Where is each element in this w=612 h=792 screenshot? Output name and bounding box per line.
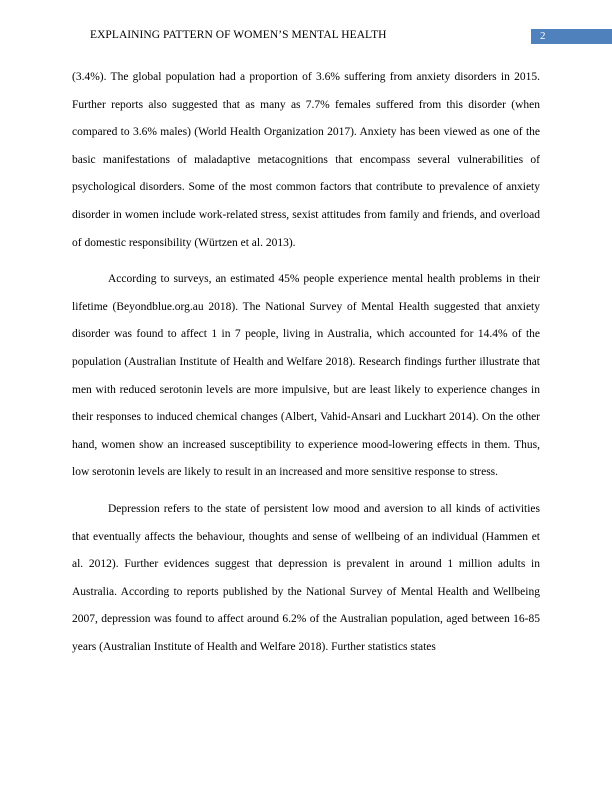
paragraph-continuation: (3.4%). The global population had a proportion of 3.6% suffering from anxiety disorders in 2015. Further reports also suggested that as many as 7.7% females suffered from this disorder (when compared to 3.6% males) (World Health Organization 2017). Anxiety has been viewed as one of the basic manifestations of maladaptive metacognitions that encompass several vulnerabilities of psychological disorders. Some of the most common factors that contribute to prevalence of anxiety disorder in women include work-related stress, sexist attitudes from family and friends, and overload of domestic responsibility (Würtzen et al. 2013). [72, 71, 540, 249]
running-head: EXPLAINING PATTERN OF WOMEN’S MENTAL HEALTH [90, 29, 387, 41]
page-number: 2 [531, 29, 612, 44]
body-text [72, 64, 540, 661]
paragraph-surveys: According to surveys, an estimated 45% people experience mental health problems in their lifetime (Beyondblue.org.au 2018). The National Survey of Mental Health suggested that anxiety disorder was found to affect 1 in 7 people, living in Australia, which accounted for 14.4% of the population (Australian Institute of Health and Welfare 2018). Research findings further illustrate that men with reduced serotonin levels are more impulsive, but are least likely to experience changes in their responses to induced chemical changes (Albert, Vahid-Ansari and Luckhart 2014). On the other hand, women show an increased susceptibility to experience mood-lowering effects in them. Thus, low serotonin levels are likely to result in an increased and more sensitive response to stress. [72, 273, 540, 479]
paragraph-depression: Depression refers to the state of persistent low mood and aversion to all kinds of activities that eventually affects the behaviour, thoughts and sense of wellbeing of an individual (Hammen et al. 2012). Further evidences suggest that depression is prevalent in around 1 million adults in Australia. According to reports published by the National Survey of Mental Health and Wellbeing 2007, depression was found to affect around 6.2% of the Australian population, aged between 16-85 years (Australian Institute of Health and Welfare 2018). Further statistics states [72, 502, 540, 653]
